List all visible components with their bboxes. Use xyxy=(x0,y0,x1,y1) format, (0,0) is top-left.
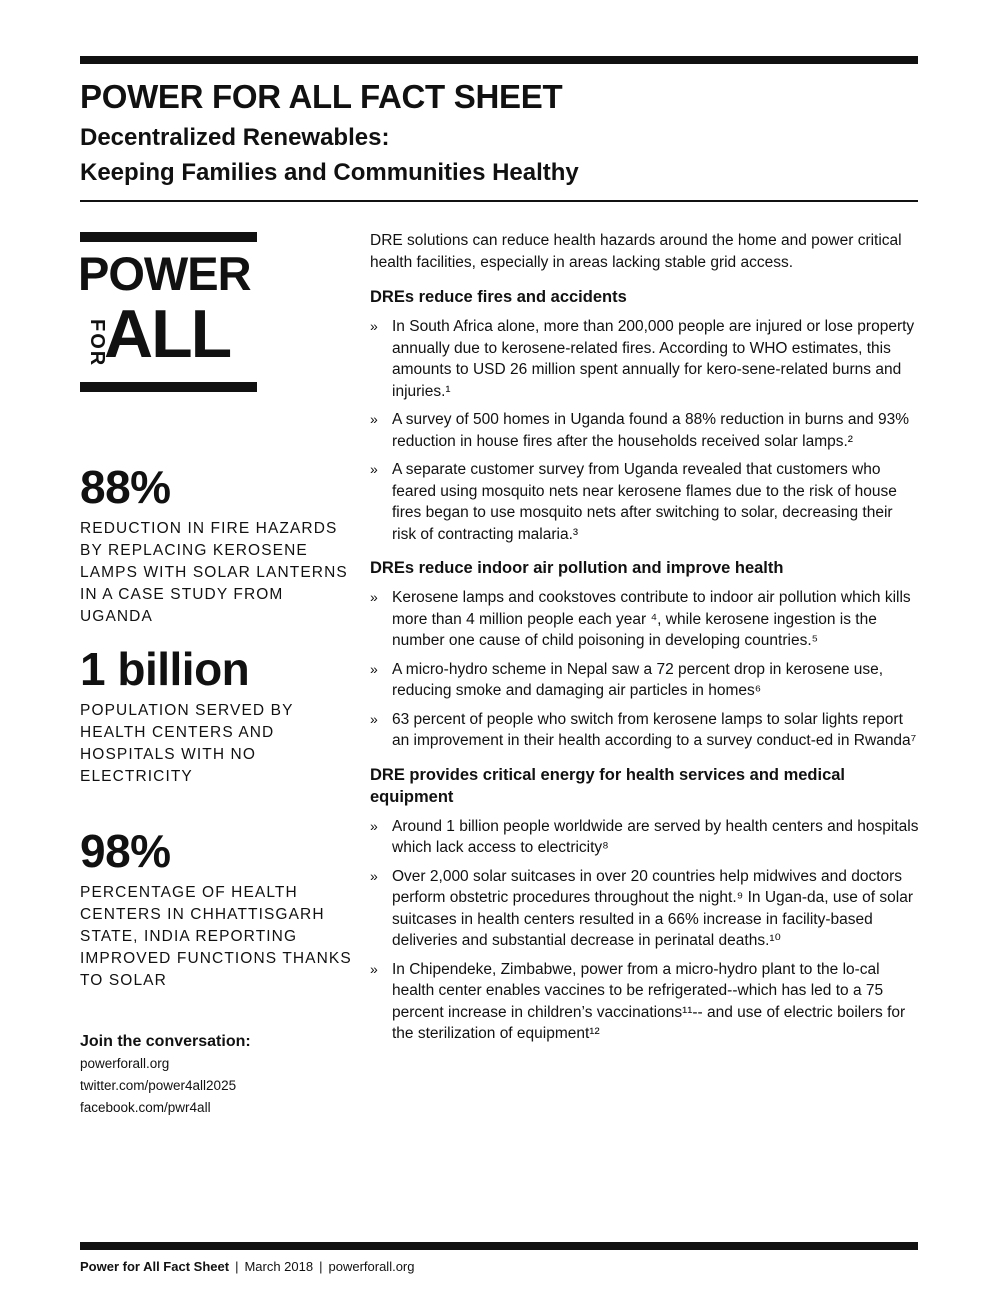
list-item-text: A survey of 500 homes in Uganda found a 88% reduction in burns and 93% reduction in house fires after the households received solar lamps.² xyxy=(392,411,910,450)
bullet-marker-icon: » xyxy=(370,960,378,977)
list-item xyxy=(370,959,920,1045)
list-item xyxy=(370,816,920,859)
footer-rule xyxy=(80,1242,918,1250)
logo-top-bar xyxy=(80,232,257,242)
subtitle-line-2: Keeping Families and Communities Healthy xyxy=(80,159,579,186)
link-twitter[interactable]: twitter.com/power4all2025 xyxy=(80,1078,237,1093)
footer-date: March 2018 xyxy=(244,1259,314,1274)
list-item-text: In South Africa alone, more than 200,000 people are injured or lose property annually due to kerosene-related fires. According to WHO estimates, this amounts to USD 26 million spent annually for kero-sene-related burns and injuries.¹ xyxy=(392,318,915,400)
list-item-text: In Chipendeke, Zimbabwe, power from a micro-hydro plant to the lo-cal health center enables vaccines to be refrigerated--which has led to a 75 percent increase in children’s vaccinations¹¹-- and use of electric boilers for the sterilization of equipment¹² xyxy=(392,960,906,1042)
stat-block xyxy=(80,644,355,788)
stat-number: 98% xyxy=(80,825,171,877)
bullet-marker-icon: » xyxy=(370,710,378,727)
section-heading: DREs reduce fires and accidents xyxy=(370,288,627,306)
top-rule xyxy=(80,56,918,64)
section-heading: DRE provides critical energy for health services and medical equipment xyxy=(370,765,846,806)
logo-all: ALL xyxy=(104,296,231,372)
stat-number: 88% xyxy=(80,461,171,513)
list-item xyxy=(370,459,920,545)
bullet-list xyxy=(370,587,920,752)
bullet-marker-icon: » xyxy=(370,411,378,427)
bullet-list xyxy=(370,316,920,545)
subtitle-line-1: Decentralized Renewables: xyxy=(80,124,390,151)
header-divider xyxy=(80,200,918,202)
bullet-marker-icon: » xyxy=(370,817,378,834)
page-subtitle xyxy=(80,120,579,190)
bullet-marker-icon: » xyxy=(370,867,378,884)
stat-description: POPULATION SERVED BY HEALTH CENTERS AND HOSPITALS WITH NO ELECTRICITY xyxy=(80,702,294,785)
stat-block xyxy=(80,462,355,628)
list-item-text: A micro-hydro scheme in Nepal saw a 72 percent drop in kerosene use, reducing smoke and damaging air particles in homes⁶ xyxy=(392,660,884,699)
logo-power: POWER xyxy=(78,247,251,300)
footer-title: Power for All Fact Sheet xyxy=(80,1259,230,1274)
link-facebook[interactable]: facebook.com/pwr4all xyxy=(80,1100,211,1115)
stat-number: 1 billion xyxy=(80,643,250,695)
power-for-all-logo xyxy=(80,232,257,392)
stat-block xyxy=(80,826,355,992)
logo-bottom-bar xyxy=(80,382,257,392)
stat-description: REDUCTION IN FIRE HAZARDS BY REPLACING KEROSENE LAMPS WITH SOLAR LANTERNS IN A CASE STUDY FROM UGANDA xyxy=(80,520,348,625)
list-item xyxy=(370,659,920,702)
list-item xyxy=(370,866,920,952)
list-item xyxy=(370,409,920,452)
list-item xyxy=(370,316,920,402)
list-item xyxy=(370,709,920,752)
footer-separator: | xyxy=(319,1259,323,1274)
list-item-text: A separate customer survey from Uganda revealed that customers who feared using mosquito nets near kerosene flames due to the risk of house fires began to use mosquito nets after switching to solar, decreasing their risk of contracting malaria.³ xyxy=(392,461,897,543)
section-heading: DREs reduce indoor air pollution and improve health xyxy=(370,559,784,577)
bullet-marker-icon: » xyxy=(370,318,378,334)
bullet-marker-icon: » xyxy=(370,589,378,605)
footer xyxy=(80,1258,415,1276)
list-item xyxy=(370,587,920,652)
stat-description: PERCENTAGE OF HEALTH CENTERS IN CHHATTISGARH STATE, INDIA REPORTING IMPROVED FUNCTIONS THANKS TO SOLAR xyxy=(80,884,352,989)
bullet-marker-icon: » xyxy=(370,461,378,477)
list-item-text: Around 1 billion people worldwide are served by health centers and hospitals which lack access to electricity⁸ xyxy=(392,817,919,856)
bullet-marker-icon: » xyxy=(370,660,378,677)
footer-separator: | xyxy=(235,1259,239,1274)
list-item-text: Over 2,000 solar suitcases in over 20 countries help midwives and doctors perform obstetric procedures throughout the night.⁹ In Ugan-da, use of solar suitcases in health centers resulted in a 66% increase in facility-based deliveries and substantial decrease in perinatal deaths.¹⁰ xyxy=(392,867,914,949)
join-conversation xyxy=(80,1031,340,1119)
bullet-list xyxy=(370,816,920,1045)
intro-paragraph: DRE solutions can reduce health hazards around the home and power critical health facilities, especially in areas lacking stable grid access. xyxy=(370,232,902,271)
logo-for: FOR xyxy=(86,319,108,368)
list-item-text: Kerosene lamps and cookstoves contribute to indoor air pollution which kills more than 4 million people each year ⁴, while kerosene ingestion is the number one cause of child poisoning in developing countries.⁵ xyxy=(392,589,911,649)
footer-site[interactable]: powerforall.org xyxy=(328,1259,415,1274)
join-title: Join the conversation: xyxy=(80,1033,251,1050)
page-title: POWER FOR ALL FACT SHEET xyxy=(80,78,563,115)
link-website[interactable]: powerforall.org xyxy=(80,1056,170,1071)
list-item-text: 63 percent of people who switch from kerosene lamps to solar lights report an improvement in their health according to a survey conduct-ed in Rwanda⁷ xyxy=(392,710,917,749)
main-content xyxy=(370,230,920,1057)
